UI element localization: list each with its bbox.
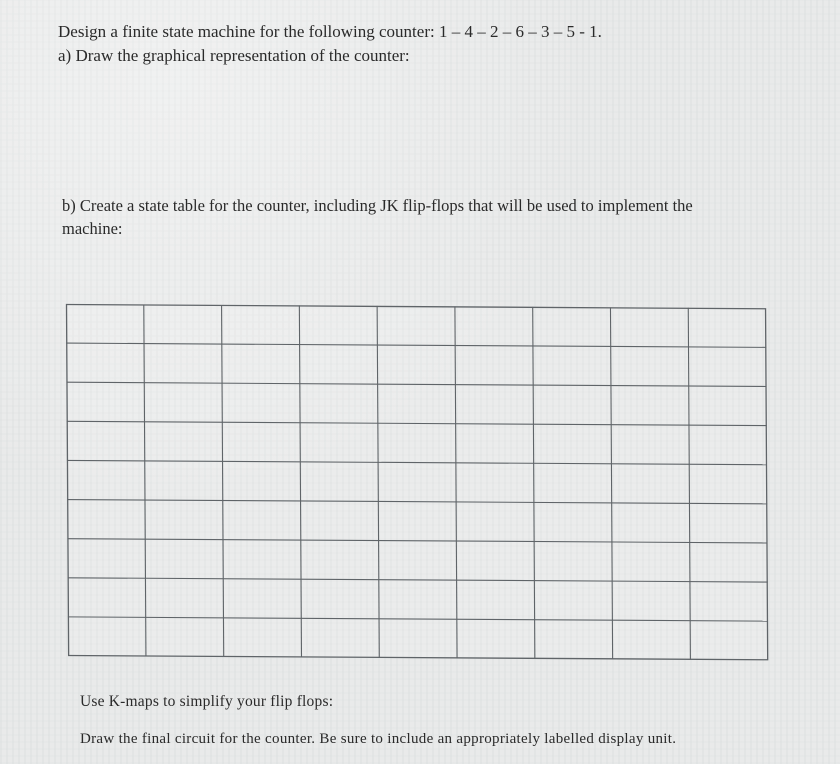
state-table-grid [66, 304, 768, 660]
counter-sequence: 1 – 4 – 2 – 6 – 3 – 5 - 1. [438, 22, 602, 41]
part-a-instruction: a) Draw the graphical representation of the counter: [58, 46, 410, 65]
problem-statement [58, 22, 602, 42]
problem-intro-text: Design a finite state machine for the following counter: [58, 22, 435, 41]
part-b-instruction-line-2: machine: [62, 219, 123, 238]
state-table-svg [66, 304, 768, 660]
final-circuit-instruction: Draw the final circuit for the counter. Be sure to include an appropriately labelled display unit. [80, 731, 677, 747]
kmaps-instruction: Use K-maps to simplify your flip flops: [80, 693, 334, 710]
state-table-border [67, 305, 768, 660]
part-b-instruction-line-1: b) Create a state table for the counter, including JK flip-flops that will be used to implement the [62, 196, 693, 215]
